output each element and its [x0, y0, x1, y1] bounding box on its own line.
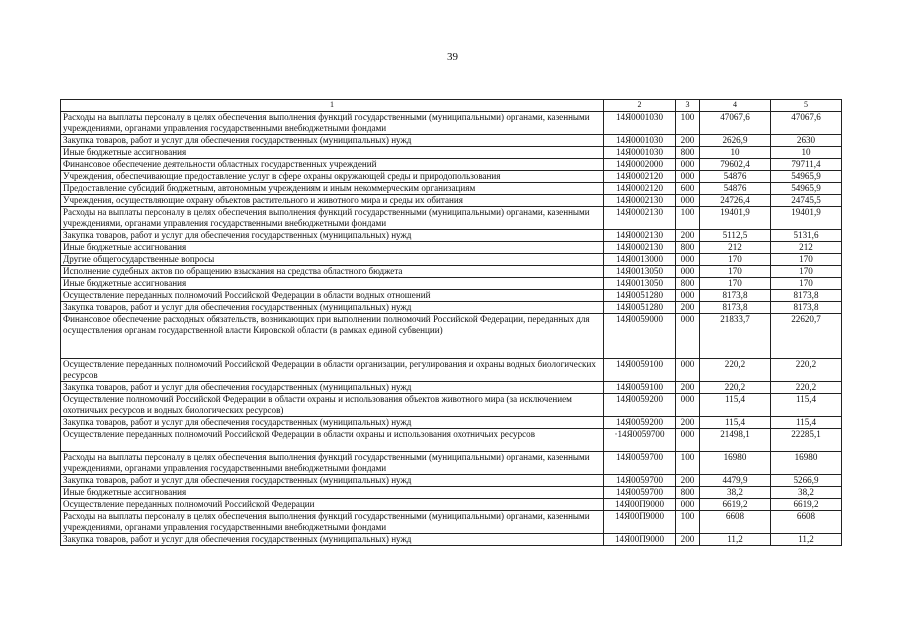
amount-year2-cell: 8173,8	[771, 290, 842, 302]
amount-year1-cell: 79602,4	[700, 159, 771, 171]
table-row	[61, 417, 842, 429]
amount-year2-cell: 19401,9	[771, 207, 842, 230]
amount-year2-cell: 170	[771, 266, 842, 278]
target-code-cell: 14Я0001030	[604, 135, 676, 147]
target-code-cell: 14Я0002130	[604, 207, 676, 230]
expense-type-cell: 000	[676, 171, 700, 183]
target-code-cell: 14Я0002130	[604, 195, 676, 207]
expense-name-cell: Учреждения, обеспечивающие предоставление услуг в сфере охраны окружающей среды и природопользования	[61, 171, 604, 183]
amount-year2-cell: 115,4	[771, 394, 842, 417]
amount-year2-cell: 212	[771, 242, 842, 254]
table-row	[61, 242, 842, 254]
table-row	[61, 382, 842, 394]
amount-year1-cell: 8173,8	[700, 290, 771, 302]
amount-year1-cell: 5112,5	[700, 230, 771, 242]
target-code-cell: ·14Я0059700	[604, 429, 676, 452]
expense-name-cell: Закупка товаров, работ и услуг для обеспечения государственных (муниципальных) нужд	[61, 382, 604, 394]
amount-year1-cell: 54876	[700, 171, 771, 183]
target-code-cell: 14Я00П9000	[604, 511, 676, 534]
expense-type-cell: 000	[676, 314, 700, 359]
amount-year2-cell: 220,2	[771, 359, 842, 382]
amount-year1-cell: 170	[700, 254, 771, 266]
table-row	[61, 147, 842, 159]
table-row	[61, 487, 842, 499]
target-code-cell: 14Я0059100	[604, 359, 676, 382]
amount-year2-cell: 220,2	[771, 382, 842, 394]
table-row	[61, 290, 842, 302]
table-row	[61, 499, 842, 511]
table-row	[61, 302, 842, 314]
target-code-cell: 14Я0013050	[604, 278, 676, 290]
expense-name-cell: Закупка товаров, работ и услуг для обеспечения государственных (муниципальных) нужд	[61, 534, 604, 546]
expense-name-cell: Осуществление переданных полномочий Российской Федерации в области водных отношений	[61, 290, 604, 302]
amount-year2-cell: 54965,9	[771, 183, 842, 195]
expense-type-cell: 200	[676, 382, 700, 394]
expense-name-cell: Иные бюджетные ассигнования	[61, 487, 604, 499]
amount-year1-cell: 220,2	[700, 382, 771, 394]
expense-type-cell: 100	[676, 207, 700, 230]
expense-name-cell: Предоставление субсидий бюджетным, автономным учреждениям и иным некоммерческим организациям	[61, 183, 604, 195]
amount-year1-cell: 170	[700, 266, 771, 278]
expense-type-cell: 000	[676, 195, 700, 207]
target-code-cell: 14Я0059700	[604, 487, 676, 499]
expense-type-cell: 100	[676, 112, 700, 135]
header-col-3: 3	[676, 100, 700, 112]
table-body	[61, 112, 842, 546]
target-code-cell: 14Я0013050	[604, 266, 676, 278]
table-row	[61, 359, 842, 382]
expense-type-cell: 200	[676, 534, 700, 546]
amount-year2-cell: 38,2	[771, 487, 842, 499]
expense-name-cell: Закупка товаров, работ и услуг для обеспечения государственных (муниципальных) нужд	[61, 475, 604, 487]
table-row	[61, 195, 842, 207]
expense-type-cell: 200	[676, 230, 700, 242]
amount-year2-cell: 11,2	[771, 534, 842, 546]
amount-year2-cell: 5131,6	[771, 230, 842, 242]
table-row	[61, 254, 842, 266]
header-col-5: 5	[771, 100, 842, 112]
expense-type-cell: 000	[676, 290, 700, 302]
amount-year1-cell: 220,2	[700, 359, 771, 382]
expense-name-cell: Осуществление полномочий Российской Федерации в области охраны и использования объектов животного мира (за исключением охотничьих ресурсов и водных биологических ресурсов)	[61, 394, 604, 417]
expense-name-cell: Расходы на выплаты персоналу в целях обеспечения выполнения функций государственными (муниципальными) органами, казенными учреждениями, органами управления государственными внебюджетными фондами	[61, 452, 604, 475]
target-code-cell: 14Я0059000	[604, 314, 676, 359]
amount-year2-cell: 5266,9	[771, 475, 842, 487]
amount-year1-cell: 2626,9	[700, 135, 771, 147]
target-code-cell: 14Я0051280	[604, 290, 676, 302]
target-code-cell: 14Я00П9000	[604, 534, 676, 546]
table-row	[61, 511, 842, 534]
expense-type-cell: 100	[676, 452, 700, 475]
expense-type-cell: 200	[676, 475, 700, 487]
amount-year2-cell: 79711,4	[771, 159, 842, 171]
amount-year2-cell: 8173,8	[771, 302, 842, 314]
expense-type-cell: 000	[676, 266, 700, 278]
amount-year2-cell: 170	[771, 278, 842, 290]
amount-year1-cell: 115,4	[700, 394, 771, 417]
expense-name-cell: Закупка товаров, работ и услуг для обеспечения государственных (муниципальных) нужд	[61, 417, 604, 429]
amount-year2-cell: 22285,1	[771, 429, 842, 452]
expense-name-cell: Исполнение судебных актов по обращению взыскания на средства областного бюджета	[61, 266, 604, 278]
header-row	[61, 100, 842, 112]
expense-name-cell: Закупка товаров, работ и услуг для обеспечения государственных (муниципальных) нужд	[61, 230, 604, 242]
amount-year2-cell: 10	[771, 147, 842, 159]
table-row	[61, 230, 842, 242]
amount-year2-cell: 24745,5	[771, 195, 842, 207]
amount-year1-cell: 16980	[700, 452, 771, 475]
table-row	[61, 314, 842, 359]
amount-year2-cell: 22620,7	[771, 314, 842, 359]
table-row	[61, 534, 842, 546]
amount-year1-cell: 8173,8	[700, 302, 771, 314]
table-row	[61, 183, 842, 195]
expense-name-cell: Финансовое обеспечение расходных обязательств, возникающих при выполнении полномочий Российской Федерации, переданных для осуществления органам государственной власти Кировской области (в рамках единой субвенции)	[61, 314, 604, 359]
target-code-cell: 14Я0002130	[604, 230, 676, 242]
amount-year2-cell: 170	[771, 254, 842, 266]
expense-name-cell: Расходы на выплаты персоналу в целях обеспечения выполнения функций государственными (муниципальными) органами, казенными учреждениями, органами управления государственными внебюджетными фондами	[61, 207, 604, 230]
amount-year1-cell: 4479,9	[700, 475, 771, 487]
amount-year1-cell: 24726,4	[700, 195, 771, 207]
expense-type-cell: 600	[676, 183, 700, 195]
header-col-2: 2	[604, 100, 676, 112]
table-row	[61, 452, 842, 475]
amount-year1-cell: 38,2	[700, 487, 771, 499]
table-row	[61, 278, 842, 290]
expense-name-cell: Иные бюджетные ассигнования	[61, 278, 604, 290]
expense-type-cell: 800	[676, 242, 700, 254]
amount-year1-cell: 21833,7	[700, 314, 771, 359]
expense-name-cell: Осуществление переданных полномочий Российской Федерации в области охраны и использования охотничьих ресурсов	[61, 429, 604, 452]
expense-name-cell: Финансовое обеспечение деятельности областных государственных учреждений	[61, 159, 604, 171]
table-row	[61, 207, 842, 230]
amount-year1-cell: 115,4	[700, 417, 771, 429]
expense-type-cell: 800	[676, 278, 700, 290]
amount-year1-cell: 11,2	[700, 534, 771, 546]
target-code-cell: 14Я00П9000	[604, 499, 676, 511]
expense-type-cell: 200	[676, 135, 700, 147]
header-col-1: 1	[61, 100, 604, 112]
amount-year1-cell: 19401,9	[700, 207, 771, 230]
table-row	[61, 266, 842, 278]
target-code-cell: 14Я0002120	[604, 171, 676, 183]
amount-year1-cell: 21498,1	[700, 429, 771, 452]
expense-name-cell: Осуществление переданных полномочий Российской Федерации в области организации, регулирования и охраны водных биологических ресурсов	[61, 359, 604, 382]
amount-year2-cell: 47067,6	[771, 112, 842, 135]
amount-year1-cell: 54876	[700, 183, 771, 195]
amount-year2-cell: 115,4	[771, 417, 842, 429]
expense-type-cell: 200	[676, 302, 700, 314]
amount-year2-cell: 16980	[771, 452, 842, 475]
amount-year2-cell: 6619,2	[771, 499, 842, 511]
header-col-4: 4	[700, 100, 771, 112]
table-row	[61, 159, 842, 171]
expense-name-cell: Расходы на выплаты персоналу в целях обеспечения выполнения функций государственными (муниципальными) органами, казенными учреждениями, органами управления государственными внебюджетными фондами	[61, 112, 604, 135]
expense-name-cell: Осуществление переданных полномочий Российской Федерации	[61, 499, 604, 511]
target-code-cell: 14Я0002000	[604, 159, 676, 171]
expense-type-cell: 000	[676, 429, 700, 452]
table-row	[61, 475, 842, 487]
page-number: 39	[447, 51, 458, 63]
amount-year1-cell: 6608	[700, 511, 771, 534]
target-code-cell: 14Я0001030	[604, 147, 676, 159]
target-code-cell: 14Я0051280	[604, 302, 676, 314]
expense-name-cell: Учреждения, осуществляющие охрану объектов растительного и животного мира и среды их обитания	[61, 195, 604, 207]
expense-name-cell: Другие общегосударственные вопросы	[61, 254, 604, 266]
amount-year1-cell: 10	[700, 147, 771, 159]
target-code-cell: 14Я0059700	[604, 452, 676, 475]
target-code-cell: 14Я0059200	[604, 394, 676, 417]
amount-year2-cell: 54965,9	[771, 171, 842, 183]
target-code-cell: 14Я0001030	[604, 112, 676, 135]
expense-name-cell: Закупка товаров, работ и услуг для обеспечения государственных (муниципальных) нужд	[61, 135, 604, 147]
expense-name-cell: Закупка товаров, работ и услуг для обеспечения государственных (муниципальных) нужд	[61, 302, 604, 314]
target-code-cell: 14Я0002120	[604, 183, 676, 195]
table-row	[61, 171, 842, 183]
expense-type-cell: 000	[676, 359, 700, 382]
table-row	[61, 429, 842, 452]
expense-type-cell: 000	[676, 499, 700, 511]
expense-type-cell: 000	[676, 394, 700, 417]
expense-type-cell: 800	[676, 147, 700, 159]
table-row	[61, 112, 842, 135]
expense-name-cell: Расходы на выплаты персоналу в целях обеспечения выполнения функций государственными (муниципальными) органами, казенными учреждениями, органами управления государственными внебюджетными фондами	[61, 511, 604, 534]
expense-name-cell: Иные бюджетные ассигнования	[61, 242, 604, 254]
amount-year2-cell: 6608	[771, 511, 842, 534]
amount-year1-cell: 47067,6	[700, 112, 771, 135]
amount-year1-cell: 6619,2	[700, 499, 771, 511]
expense-type-cell: 800	[676, 487, 700, 499]
target-code-cell: 14Я0002130	[604, 242, 676, 254]
expense-type-cell: 100	[676, 511, 700, 534]
amount-year1-cell: 212	[700, 242, 771, 254]
budget-table	[60, 99, 842, 546]
amount-year1-cell: 170	[700, 278, 771, 290]
expense-type-cell: 000	[676, 254, 700, 266]
expense-type-cell: 000	[676, 159, 700, 171]
amount-year2-cell: 2630	[771, 135, 842, 147]
expense-type-cell: 200	[676, 417, 700, 429]
target-code-cell: 14Я0059100	[604, 382, 676, 394]
table-row	[61, 135, 842, 147]
table-row	[61, 394, 842, 417]
target-code-cell: 14Я0059200	[604, 417, 676, 429]
target-code-cell: 14Я0013000	[604, 254, 676, 266]
target-code-cell: 14Я0059700	[604, 475, 676, 487]
expense-name-cell: Иные бюджетные ассигнования	[61, 147, 604, 159]
